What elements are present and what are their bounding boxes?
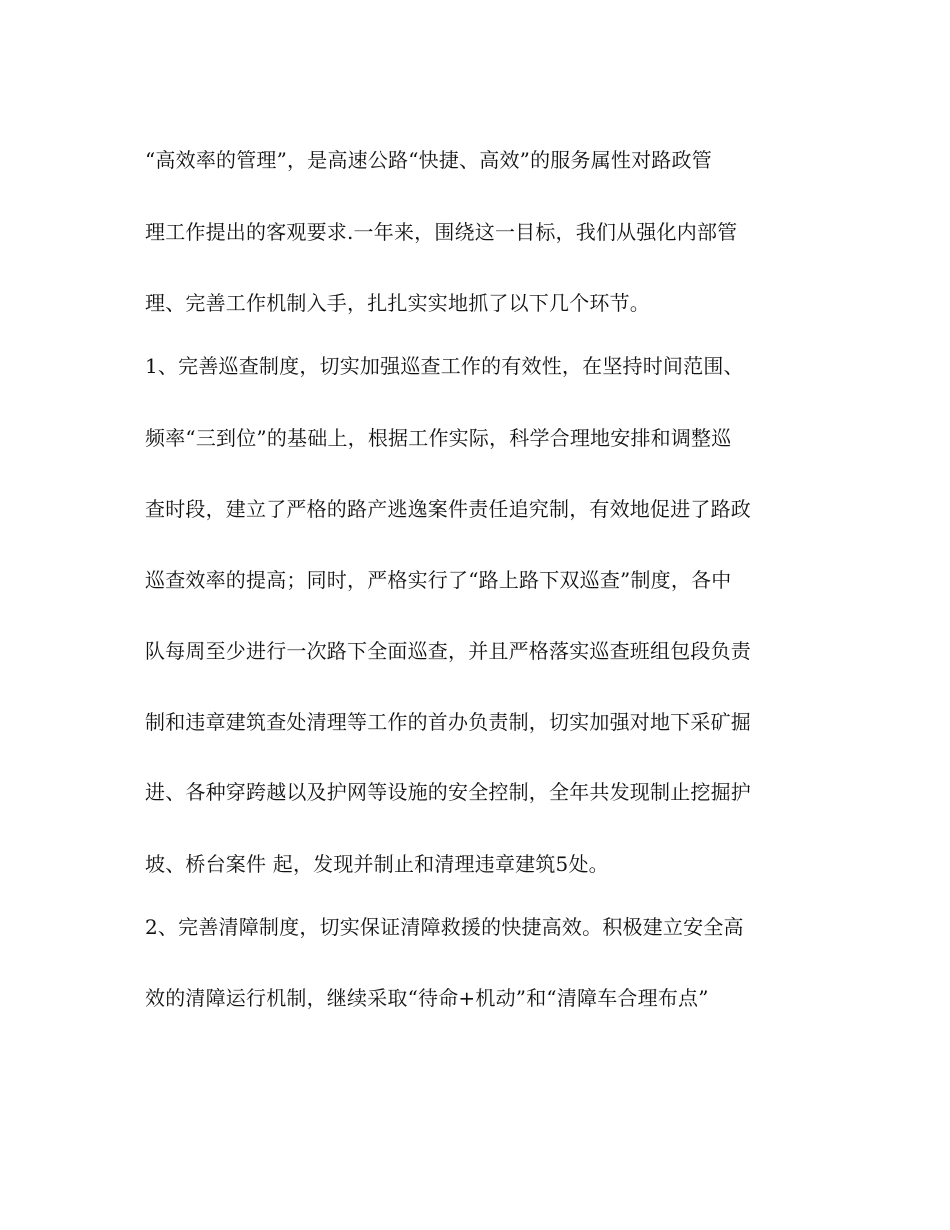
text-line-4: 1、完善巡查制度，切实加强巡查工作的有效性，在坚持时间范围、: [145, 354, 744, 378]
text-line-7: 巡查效率的提高；同时，严格实行了“路上路下双巡查”制度，各中: [145, 568, 732, 592]
text-line-8: 队每周至少进行一次路下全面巡查，并且严格落实巡查班组包段负责: [145, 639, 751, 663]
text-line-9: 制和违章建筑查处清理等工作的首办负责制，切实加强对地下采矿掘: [145, 710, 751, 734]
text-line-10: 进、各种穿跨越以及护网等设施的安全控制，全年共发现制止挖掘护: [145, 780, 751, 804]
text-line-11: 坡、桥台案件 起，发现并制止和清理违章建筑5处。: [145, 852, 609, 876]
text-line-3: 理、完善工作机制入手，扎扎实实地抓了以下几个环节。: [145, 291, 650, 315]
text-line-2: 理工作提出的客观要求.一年来，围绕这一目标，我们从强化内部管: [145, 220, 738, 244]
text-line-1: “高效率的管理”，是高速公路“快捷、高效”的服务属性对路政管: [145, 148, 712, 172]
text-line-5: 频率“三到位”的基础上，根据工作实际，科学合理地安排和调整巡: [145, 426, 732, 450]
text-line-13: 效的清障运行机制，继续采取“待命+机动”和“清障车合理布点”: [145, 986, 709, 1010]
text-line-12: 2、完善清障制度，切实保证清障救援的快捷高效。积极建立安全高: [145, 915, 744, 939]
text-line-6: 查时段，建立了严格的路产逃逸案件责任追究制，有效地促进了路政: [145, 497, 751, 521]
